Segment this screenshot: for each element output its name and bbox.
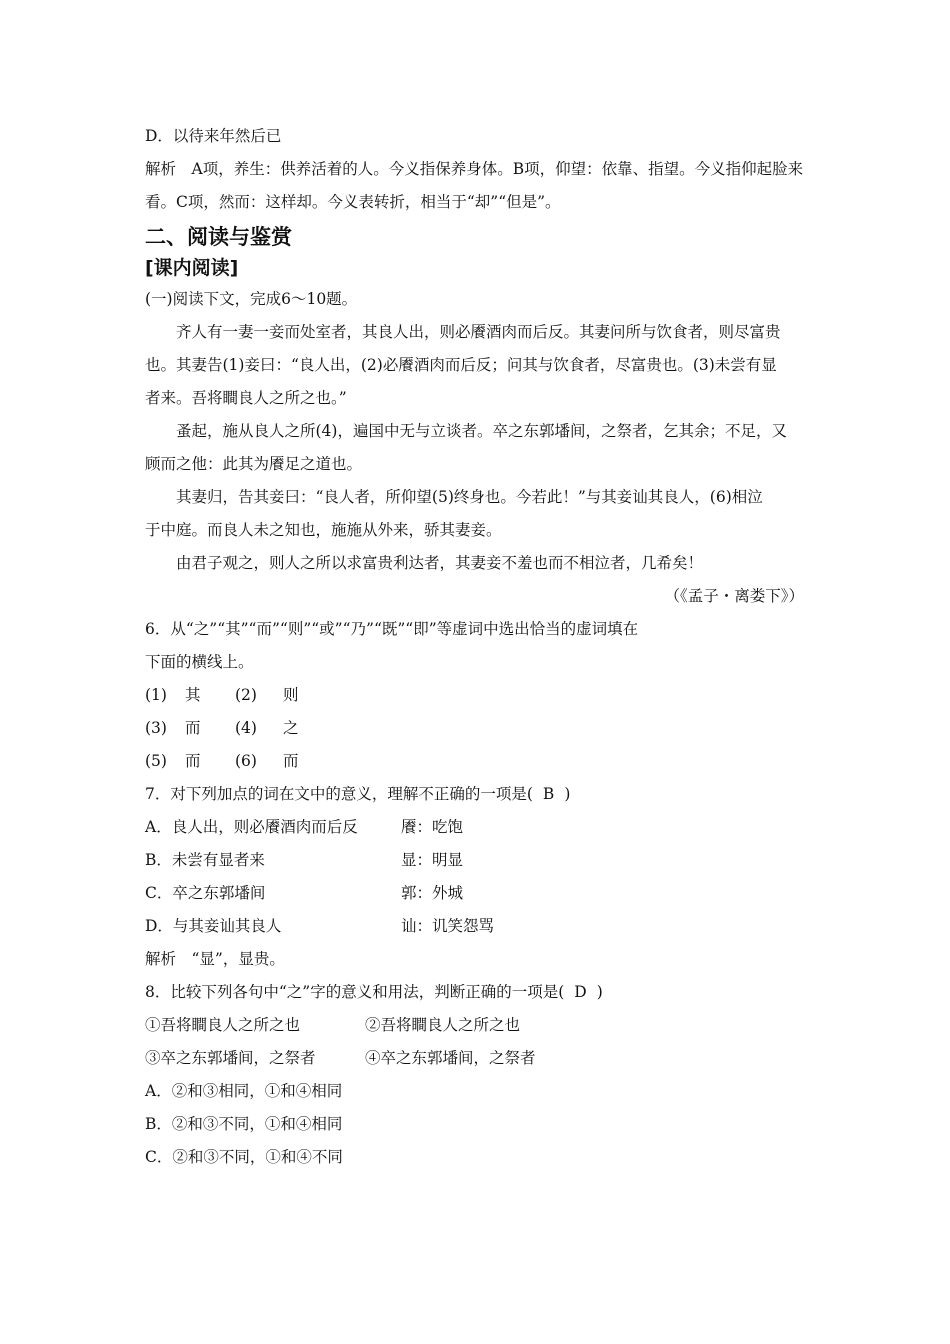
passage-line: 者来。吾将瞷良人之所之也。”	[145, 389, 347, 407]
passage-line: 齐人有一妻一妾而处室者，其良人出，则必餍酒肉而后反。其妻问所与饮食者，则尽富贵	[176, 323, 781, 341]
passage-line: 于中庭。而良人未之知也，施施从外来，骄其妻妾。	[145, 521, 502, 539]
subsection-title: [课内阅读]	[145, 257, 239, 279]
question-7-stem: 7．对下列加点的词在文中的意义，理解不正确的一项是( B )	[145, 785, 571, 803]
question-7-option: A．良人出，则必餍酒肉而后反 餍：吃饱	[145, 818, 464, 836]
question-8-sentence-pair: ①吾将瞷良人之所之也 ②吾将瞷良人之所之也	[145, 1016, 521, 1034]
question-8-option: B．②和③不同，①和④相同	[145, 1115, 343, 1133]
question-6-stem-cont: 下面的横线上。	[145, 653, 254, 671]
question-7-option: B．未尝有显者来 显：明显	[145, 851, 464, 869]
reading-intro: (一)阅读下文，完成6～10题。	[145, 290, 358, 308]
question-8-option: A．②和③相同，①和④相同	[145, 1082, 343, 1100]
question-7-option: C．卒之东郭墦间 郭：外城	[145, 884, 464, 902]
passage-line: 其妻归，告其妾曰：“良人者，所仰望(5)终身也。今若此！”与其妾讪其良人，(6)相泣	[176, 488, 763, 506]
question-6-answer-row: (1) 其 (2) 则	[145, 686, 299, 704]
question-7-option: D．与其妾讪其良人 讪：讥笑怨骂	[145, 917, 495, 935]
question-7-answer: B	[542, 785, 555, 803]
question-6-answer-row: (3) 而 (4) 之	[145, 719, 299, 737]
question-8-stem: 8．比较下列各句中“之”字的意义和用法，判断正确的一项是( D )	[145, 983, 603, 1001]
passage-line: 也。其妻告(1)妾曰：“良人出，(2)必餍酒肉而后反；问其与饮食者，尽富贵也。(3)未尝有显	[145, 356, 777, 374]
question-8-answer: D	[574, 983, 587, 1001]
question-7-analysis: 解析 “显”，显贵。	[145, 950, 285, 968]
passage-line: 蚤起，施从良人之所(4)，遍国中无与立谈者。卒之东郭墦间，之祭者，乞其余；不足，又	[176, 422, 787, 440]
passage-source: （《孟子・离娄下》）	[664, 587, 804, 605]
question-8-option: C．②和③不同，①和④不同	[145, 1148, 343, 1166]
question-8-sentence-pair: ③卒之东郭墦间，之祭者 ④卒之东郭墦间，之祭者	[145, 1049, 536, 1067]
passage-line: 顾而之他：此其为餍足之道也。	[145, 455, 363, 473]
document-page	[145, 120, 810, 1174]
question-6-stem: 6．从“之”“其”“而”“则”“或”“乃”“既”“即”等虚词中选出恰当的虚词填在	[145, 620, 639, 638]
question-6-answer-row: (5) 而 (6) 而	[145, 752, 299, 770]
analysis-line-1: 解析 A项，养生：供养活着的人。今义指保养身体。B项，仰望：依靠、指望。今义指仰起脸来	[145, 160, 804, 178]
option-d-line: D．以待来年然后已	[145, 127, 282, 145]
passage-line: 由君子观之，则人之所以求富贵利达者，其妻妾不羞也而不相泣者，几希矣！	[176, 554, 704, 572]
analysis-line-2: 看。C项，然而：这样却。今义表转折，相当于“却”“但是”。	[145, 193, 561, 211]
section-title: 二、阅读与鉴赏	[145, 225, 292, 249]
